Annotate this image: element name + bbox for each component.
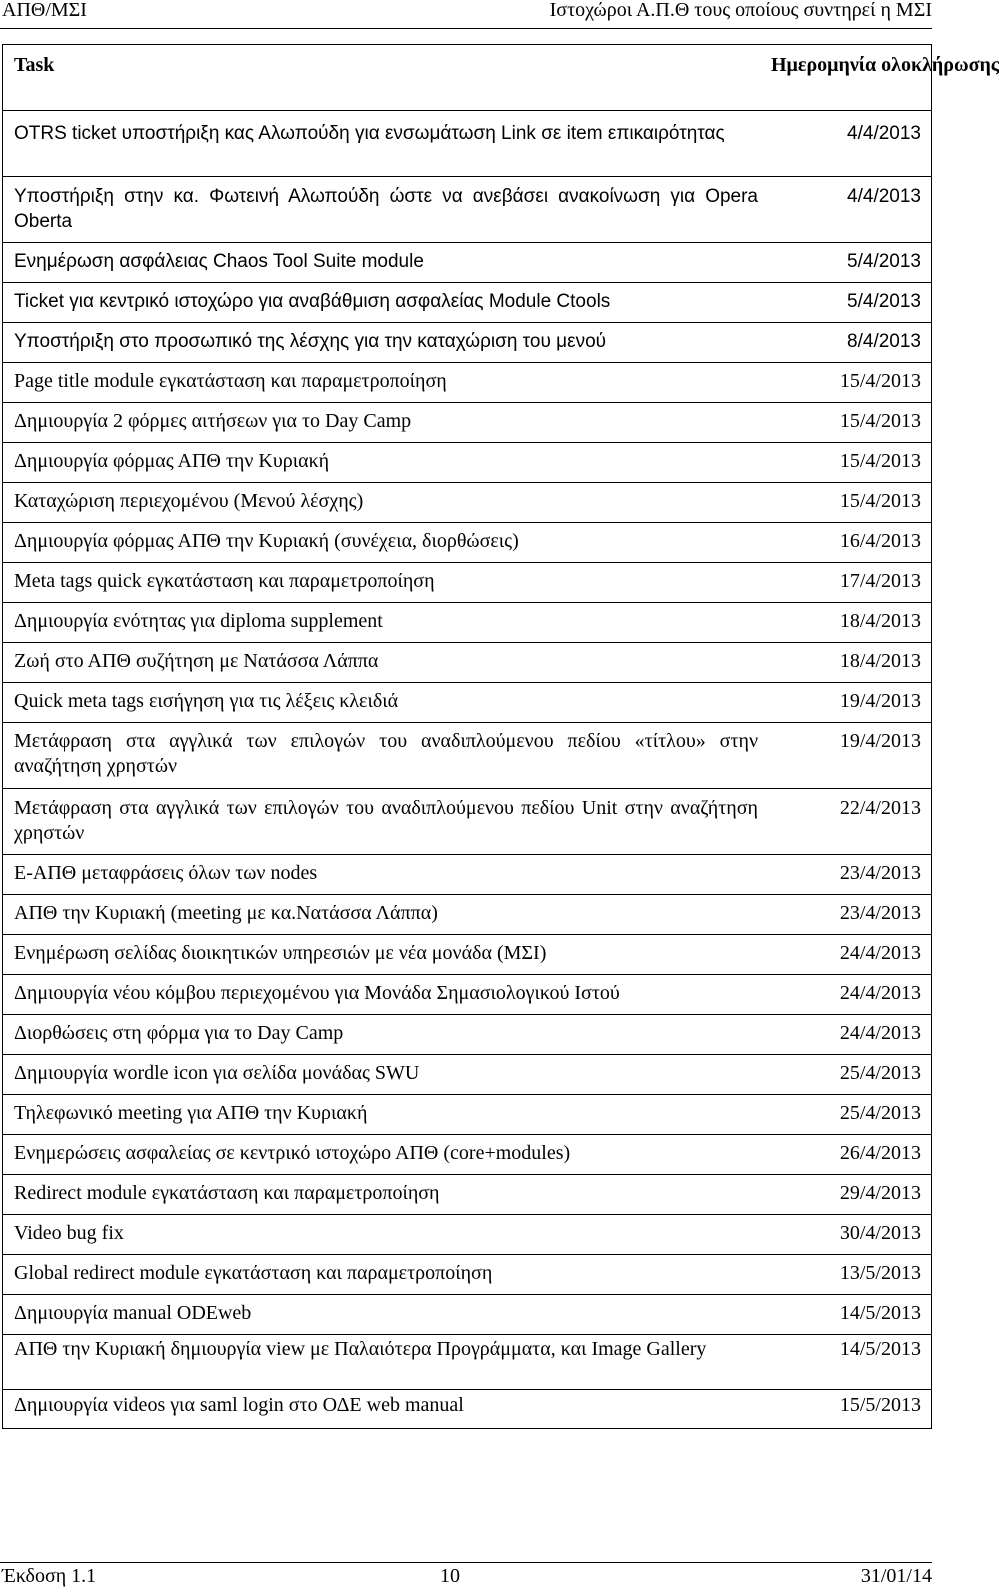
date-cell: 15/4/2013 (839, 450, 921, 472)
table-row (3, 975, 931, 1015)
date-cell: 18/4/2013 (839, 610, 921, 632)
table-row (3, 643, 931, 683)
date-cell: 24/4/2013 (839, 942, 921, 964)
table-row (3, 1390, 931, 1428)
task-cell: Μετάφραση στα αγγλικά των επιλογών του αναδιπλούμενου πεδίου Unit στην αναζήτηση χρηστών (14, 797, 758, 844)
tasks-table (2, 44, 999, 1429)
task-cell: Δημιουργία νέου κόμβου περιεχομένου για Μονάδα Σημασιολογικού Ιστού (14, 982, 620, 1004)
date-cell: 23/4/2013 (839, 862, 921, 884)
task-cell: Ενημέρωση ασφάλειας Chaos Tool Suite module (14, 251, 424, 272)
date-cell: 13/5/2013 (839, 1262, 921, 1284)
date-cell: 15/5/2013 (839, 1394, 921, 1416)
date-cell: 8/4/2013 (847, 331, 921, 352)
table-row (3, 603, 931, 643)
date-cell: 19/4/2013 (839, 690, 921, 712)
task-cell: Δημιουργία ενότητας για diploma supplement (14, 610, 383, 632)
table-row (3, 323, 931, 363)
date-cell: 18/4/2013 (839, 650, 921, 672)
task-cell: Redirect module εγκατάσταση και παραμετροποίηση (14, 1182, 440, 1204)
date-cell: 26/4/2013 (839, 1142, 921, 1164)
table-row (3, 1015, 931, 1055)
task-cell: Page title module εγκατάσταση και παραμετροποίηση (14, 370, 447, 392)
task-cell: OTRS ticket υποστήριξη κας Αλωπούδη για ενσωμάτωση Link σε item επικαιρότητας (14, 123, 725, 144)
table-header-row (3, 45, 999, 111)
task-cell: Ενημέρωση σελίδας διοικητικών υπηρεσιών με νέα μονάδα (ΜΣΙ) (14, 942, 547, 964)
page-footer (0, 1562, 932, 1593)
date-cell: 15/4/2013 (839, 410, 921, 432)
column-header-date: Ημερομηνία ολοκλήρωσης (771, 54, 999, 76)
footer-page-number: 10 (440, 1565, 460, 1587)
task-cell: Meta tags quick εγκατάσταση και παραμετροποίηση (14, 570, 435, 592)
task-cell: Δημιουργία φόρμας ΑΠΘ την Κυριακή (συνέχεια, διορθώσεις) (14, 530, 519, 552)
page-header (0, 0, 932, 29)
column-header-task: Task (14, 54, 55, 76)
date-cell: 24/4/2013 (839, 1022, 921, 1044)
date-cell: 25/4/2013 (839, 1062, 921, 1084)
table-row (3, 523, 931, 563)
task-cell: Δημιουργία videos για saml login στο ΟΔΕ web manual (14, 1394, 464, 1416)
table-row (3, 283, 931, 323)
table-row (3, 1255, 931, 1295)
footer-date: 31/01/14 (860, 1565, 932, 1587)
table-row (3, 483, 931, 523)
date-cell: 15/4/2013 (839, 490, 921, 512)
table-row (3, 403, 931, 443)
date-cell: 4/4/2013 (847, 186, 921, 207)
table-row (3, 563, 931, 603)
date-cell: 16/4/2013 (839, 530, 921, 552)
table-row (3, 1175, 931, 1215)
date-cell: 15/4/2013 (839, 370, 921, 392)
date-cell: 14/5/2013 (839, 1338, 921, 1360)
date-cell: 30/4/2013 (839, 1222, 921, 1244)
table-row (3, 935, 931, 975)
table-row (3, 1135, 931, 1175)
table-row (3, 1095, 931, 1135)
table-row (3, 243, 931, 283)
date-cell: 23/4/2013 (839, 902, 921, 924)
task-cell: Quick meta tags εισήγηση για τις λέξεις κλειδιά (14, 690, 399, 712)
task-cell: Video bug fix (14, 1222, 124, 1244)
task-cell: Υποστήριξη στην κα. Φωτεινή Αλωπούδη ώστε να ανεβάσει ανακοίνωση για Opera Oberta (14, 186, 758, 232)
footer-version: Έκδοση 1.1 (2, 1565, 97, 1587)
table-row (3, 363, 931, 403)
date-cell: 14/5/2013 (839, 1302, 921, 1324)
header-org: ΑΠΘ/ΜΣΙ (2, 0, 87, 21)
table-row (3, 1295, 931, 1335)
task-cell: Ζωή στο ΑΠΘ συζήτηση με Νατάσσα Λάππα (14, 650, 379, 672)
date-cell: 22/4/2013 (839, 797, 921, 819)
table-row (3, 723, 931, 789)
table-row (3, 855, 931, 895)
task-cell: Καταχώριση περιεχομένου (Μενού λέσχης) (14, 490, 364, 512)
task-cell: Διορθώσεις στη φόρμα για το Day Camp (14, 1022, 344, 1044)
date-cell: 25/4/2013 (839, 1102, 921, 1124)
date-cell: 19/4/2013 (839, 730, 921, 752)
date-cell: 29/4/2013 (839, 1182, 921, 1204)
date-cell: 5/4/2013 (847, 291, 921, 312)
task-cell: Δημιουργία wordle icon για σελίδα μονάδας SWU (14, 1062, 420, 1084)
task-cell: Ε-ΑΠΘ μεταφράσεις όλων των nodes (14, 862, 318, 884)
task-cell: Ενημερώσεις ασφαλείας σε κεντρικό ιστοχώρο ΑΠΘ (core+modules) (14, 1142, 571, 1164)
table-row (3, 1215, 931, 1255)
task-cell: Μετάφραση στα αγγλικά των επιλογών του αναδιπλούμενου πεδίου «τίτλου» στην αναζήτηση χρηστών (14, 730, 758, 777)
task-cell: Δημιουργία 2 φόρμες αιτήσεων για το Day Camp (14, 410, 412, 432)
table-row (3, 789, 931, 855)
task-cell: Τηλεφωνικό meeting για ΑΠΘ την Κυριακή (14, 1102, 368, 1124)
task-cell: Δημιουργία φόρμας ΑΠΘ την Κυριακή (14, 450, 330, 472)
task-cell: ΑΠΘ την Κυριακή δημιουργία view με Παλαιότερα Προγράμματα, και Image Gallery (14, 1338, 707, 1360)
table-row (3, 111, 931, 177)
table-row (3, 1335, 931, 1390)
task-cell: Global redirect module εγκατάσταση και παραμετροποίηση (14, 1262, 493, 1284)
table-row (3, 443, 931, 483)
task-cell: Ticket για κεντρικό ιστοχώρο για αναβάθμιση ασφαλείας Module Ctools (14, 291, 611, 312)
table-row (3, 177, 931, 243)
table-row (3, 683, 931, 723)
task-cell: ΑΠΘ την Κυριακή (meeting με κα.Νατάσσα Λάππα) (14, 902, 438, 924)
header-title: Ιστοχώροι Α.Π.Θ τους οποίους συντηρεί η ΜΣΙ (549, 0, 932, 21)
date-cell: 5/4/2013 (847, 251, 921, 272)
task-cell: Υποστήριξη στο προσωπικό της λέσχης για την καταχώριση του μενού (14, 331, 607, 352)
date-cell: 17/4/2013 (839, 570, 921, 592)
date-cell: 4/4/2013 (847, 123, 921, 144)
date-cell: 24/4/2013 (839, 982, 921, 1004)
table-row (3, 895, 931, 935)
task-cell: Δημιουργία manual ODEweb (14, 1302, 252, 1324)
table-row (3, 1055, 931, 1095)
